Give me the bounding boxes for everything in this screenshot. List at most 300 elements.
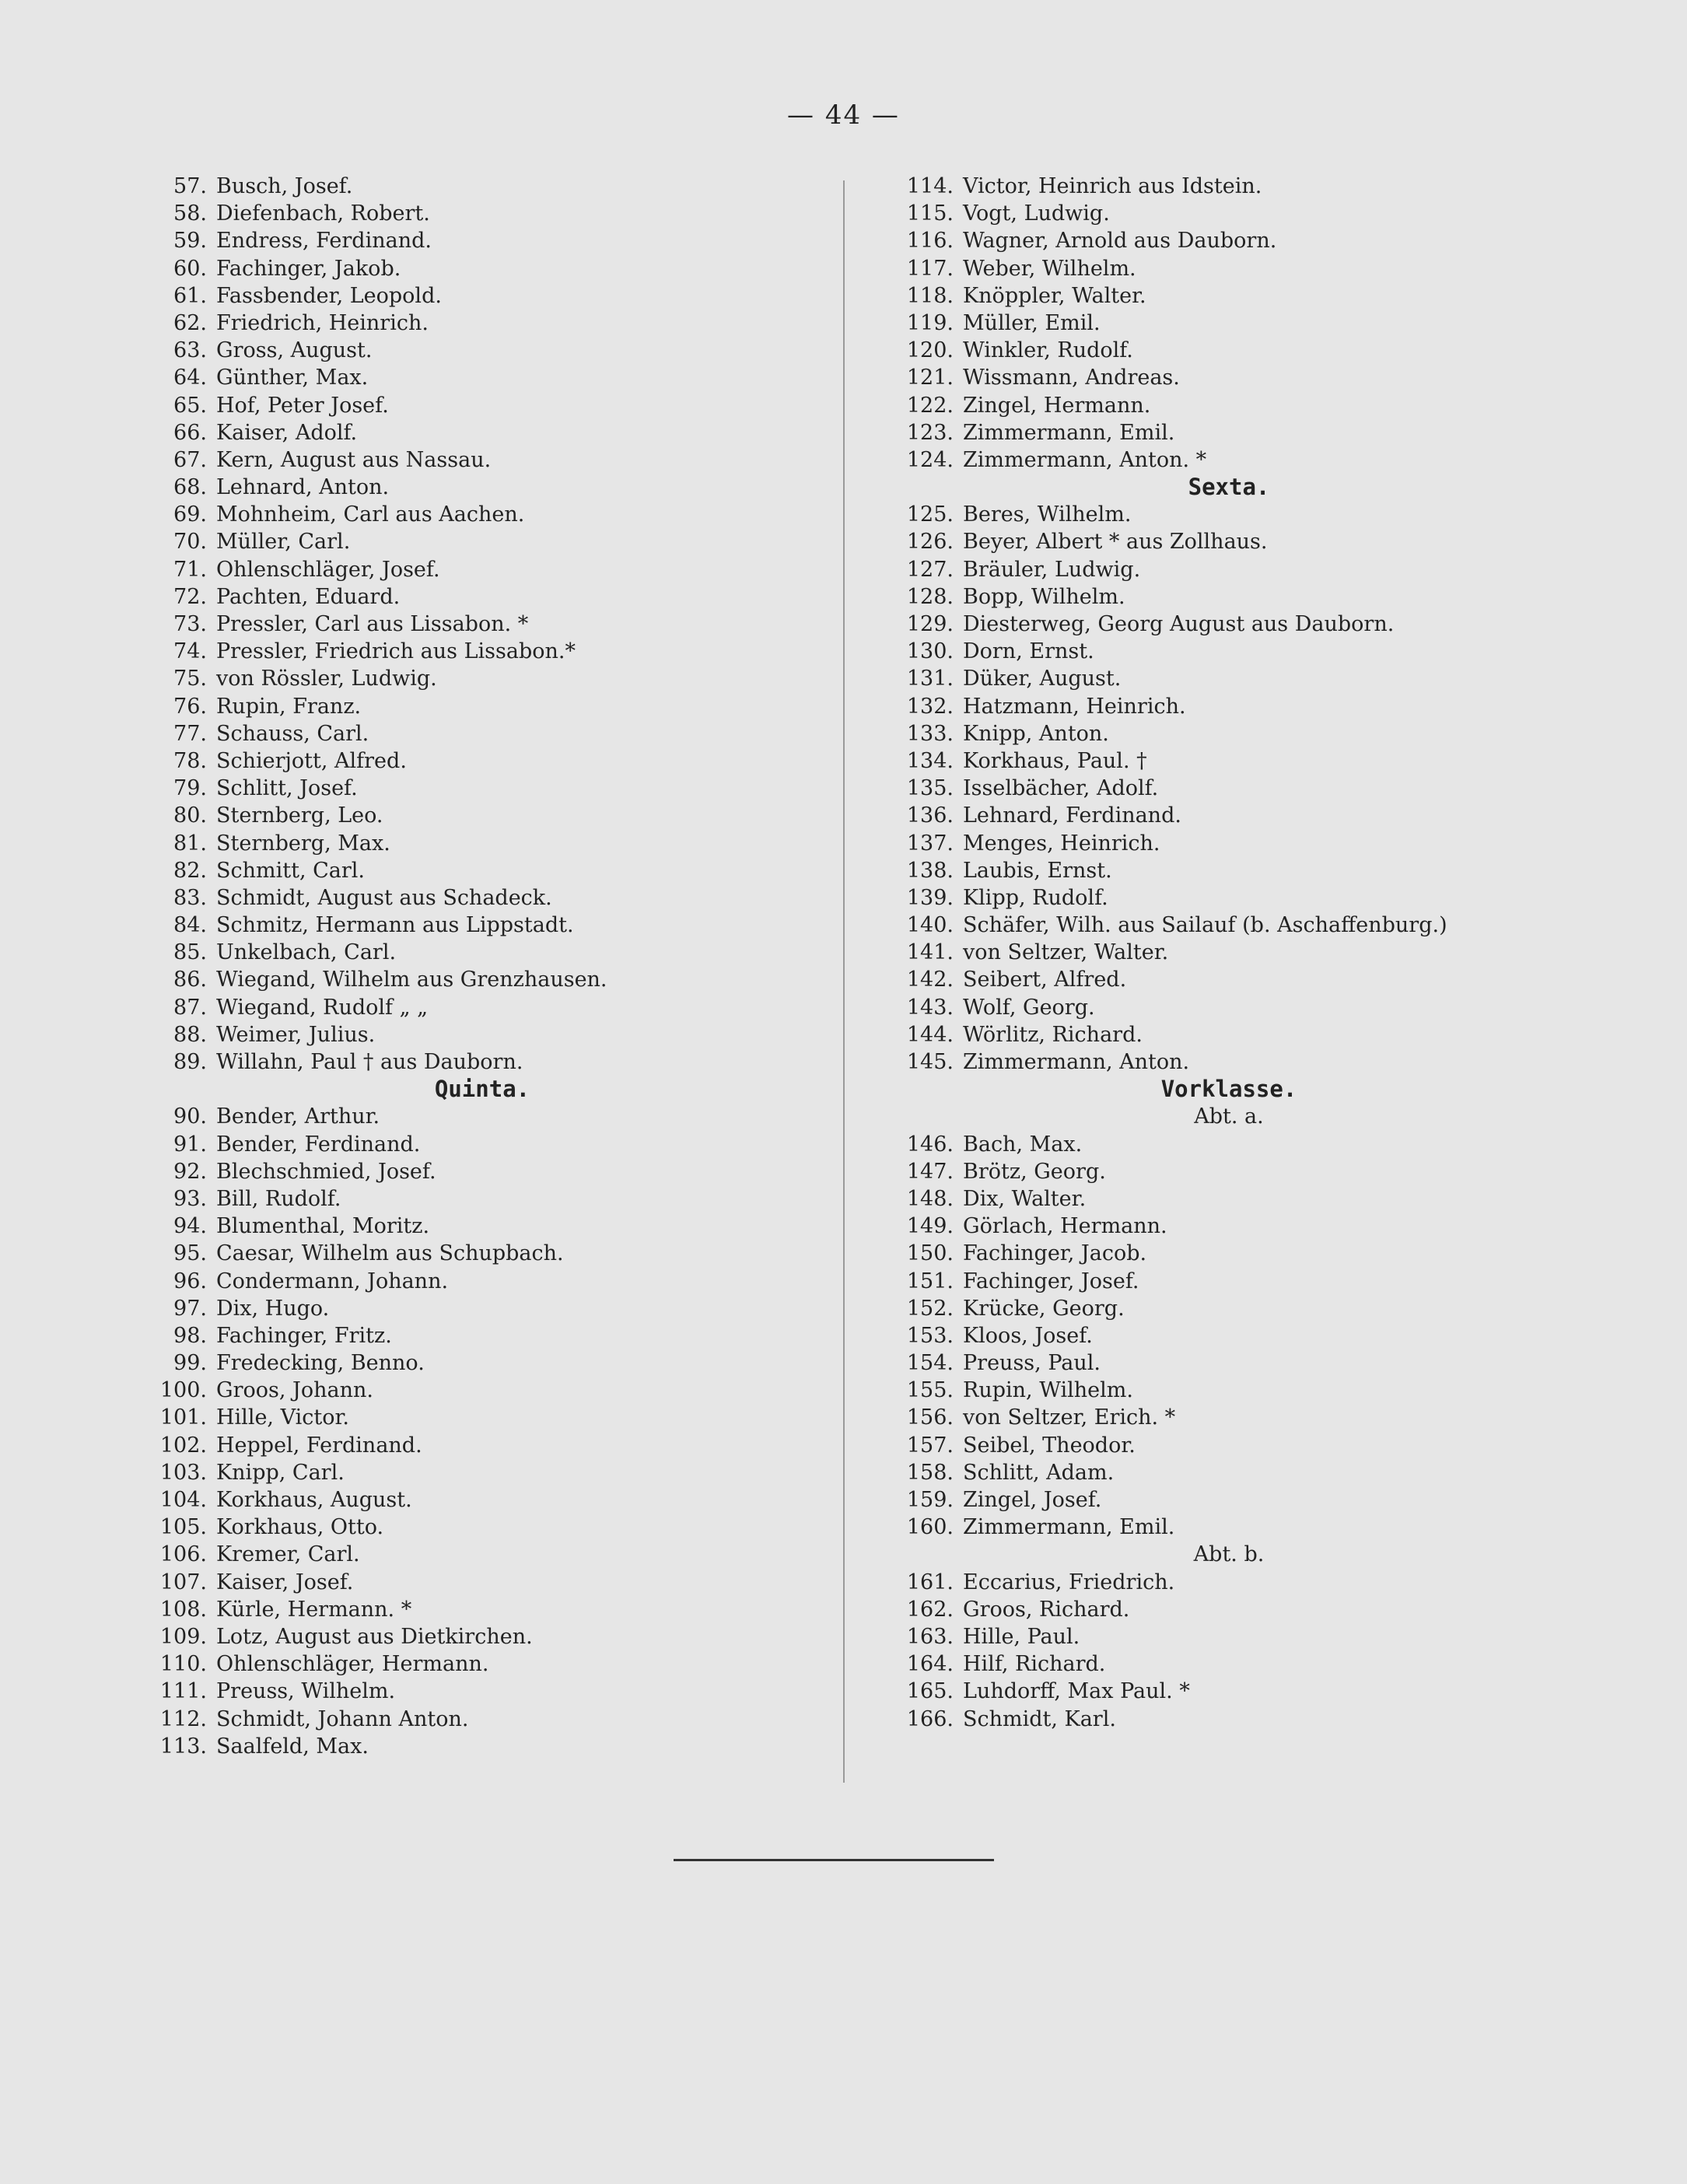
- list-item: [148, 227, 832, 254]
- list-item-name: Korkhaus, August.: [216, 1488, 412, 1512]
- list-item-name: Dorn, Ernst.: [963, 639, 1094, 664]
- list-item: [148, 1048, 832, 1076]
- left-column: [148, 173, 832, 1760]
- list-item-name: Korkhaus, Otto.: [216, 1515, 384, 1540]
- list-item-name: Krücke, Georg.: [963, 1296, 1125, 1321]
- list-item-name: Pachten, Eduard.: [216, 584, 401, 609]
- list-item: [148, 1021, 832, 1048]
- list-item: [148, 364, 832, 391]
- list-item: [894, 556, 1594, 583]
- list-item: [148, 1569, 832, 1596]
- list-item-name: Dix, Walter.: [963, 1186, 1087, 1211]
- list-item-number: 141.: [906, 940, 954, 965]
- list-item-name: von Rössler, Ludwig.: [216, 667, 437, 691]
- list-item-number: 90.: [173, 1104, 207, 1129]
- list-item-number: 114.: [906, 174, 954, 198]
- list-item-name: Preuss, Wilhelm.: [216, 1679, 396, 1704]
- list-item: [894, 611, 1594, 638]
- list-item-number: 103.: [159, 1460, 207, 1485]
- list-item: [894, 1185, 1594, 1213]
- list-item-number: 126.: [906, 530, 954, 555]
- list-item-name: Zingel, Hermann.: [963, 393, 1151, 418]
- list-item: [148, 419, 832, 446]
- list-item: [148, 1322, 832, 1349]
- list-item-number: 111.: [159, 1679, 207, 1704]
- list-item-name: Müller, Carl.: [216, 530, 351, 555]
- list-item-number: 123.: [906, 420, 954, 445]
- list-item: [148, 1268, 832, 1295]
- list-item: [894, 1486, 1594, 1514]
- list-item: [894, 1706, 1594, 1733]
- list-item: [894, 1048, 1594, 1076]
- list-item-name: Schlitt, Josef.: [216, 776, 358, 801]
- list-item-number: 96.: [173, 1269, 207, 1293]
- list-item-name: Schierjott, Alfred.: [216, 748, 407, 773]
- list-item: [894, 1459, 1594, 1486]
- list-item: [894, 1322, 1594, 1349]
- list-item-name: Sternberg, Leo.: [216, 803, 383, 828]
- list-item-name: Fachinger, Josef.: [963, 1269, 1139, 1293]
- list-item: [148, 1459, 832, 1486]
- list-item-number: 93.: [173, 1186, 207, 1211]
- list-item-number: 135.: [906, 776, 954, 801]
- list-item-name: Wiegand, Wilhelm aus Grenzhausen.: [216, 968, 607, 992]
- list-item: [894, 638, 1594, 665]
- list-item-number: 137.: [906, 831, 954, 856]
- list-item-name: Düker, August.: [963, 667, 1122, 691]
- list-item-name: Ohlenschläger, Hermann.: [216, 1652, 489, 1677]
- list-item-name: Schmidt, August aus Schadeck.: [216, 885, 552, 910]
- list-item-name: Unkelbach, Carl.: [216, 940, 397, 965]
- list-item-name: Schmidt, Johann Anton.: [216, 1706, 469, 1731]
- list-item-name: Willahn, Paul † aus Dauborn.: [216, 1050, 523, 1074]
- list-item-name: Beres, Wilhelm.: [963, 502, 1132, 527]
- list-item-name: Diefenbach, Robert.: [216, 201, 430, 226]
- list-item: [894, 1131, 1594, 1158]
- list-item-name: Bender, Ferdinand.: [216, 1132, 421, 1157]
- list-item: [894, 720, 1594, 747]
- list-item: [148, 802, 832, 829]
- list-item: [148, 994, 832, 1021]
- list-item: [894, 1349, 1594, 1377]
- list-item-number: 91.: [173, 1132, 207, 1157]
- list-item: [894, 1569, 1594, 1596]
- list-item-number: 121.: [906, 366, 954, 390]
- list-item: [148, 1377, 832, 1404]
- list-item-number: 92.: [173, 1159, 207, 1184]
- list-item-number: 61.: [173, 283, 207, 308]
- list-item-number: 101.: [159, 1405, 207, 1430]
- list-item-number: 129.: [906, 612, 954, 636]
- list-item-number: 87.: [173, 995, 207, 1020]
- list-item-name: Hof, Peter Josef.: [216, 393, 389, 418]
- list-item-number: 115.: [906, 201, 954, 226]
- list-item-number: 117.: [906, 256, 954, 281]
- list-item-name: Isselbächer, Adolf.: [963, 776, 1159, 801]
- list-item-name: Bender, Arthur.: [216, 1104, 380, 1129]
- list-item-number: 95.: [173, 1241, 207, 1266]
- list-item-name: von Seltzer, Walter.: [963, 940, 1169, 965]
- list-item-number: 106.: [159, 1542, 207, 1567]
- list-item-number: 154.: [906, 1351, 954, 1376]
- list-item: [148, 337, 832, 364]
- bottom-rule: [674, 1859, 994, 1861]
- list-item-number: 159.: [906, 1488, 954, 1512]
- list-item-number: 99.: [173, 1351, 207, 1376]
- list-item: [148, 1514, 832, 1541]
- list-item-name: Zimmermann, Emil.: [963, 1515, 1175, 1540]
- list-item-name: Mohnheim, Carl aus Aachen.: [216, 502, 525, 527]
- list-item-number: 110.: [159, 1652, 207, 1677]
- list-item-name: Schlitt, Adam.: [963, 1460, 1115, 1485]
- list-item: [894, 1404, 1594, 1431]
- list-item-number: 125.: [906, 502, 954, 527]
- list-item-name: Groos, Johann.: [216, 1378, 373, 1403]
- list-item-number: 94.: [173, 1214, 207, 1239]
- list-item-number: 80.: [173, 803, 207, 828]
- list-item-name: Zimmermann, Anton. *: [963, 447, 1207, 472]
- list-item: [894, 392, 1594, 419]
- list-item-number: 83.: [173, 885, 207, 910]
- list-item-name: Vogt, Ludwig.: [963, 201, 1110, 226]
- list-item-number: 77.: [173, 721, 207, 746]
- list-item-number: 149.: [906, 1214, 954, 1239]
- list-item-number: 143.: [906, 995, 954, 1020]
- page-number: — 44 —: [787, 100, 900, 131]
- list-item-number: 86.: [173, 968, 207, 992]
- list-item: [894, 665, 1594, 692]
- list-item-name: Schauss, Carl.: [216, 721, 369, 746]
- list-item-number: 63.: [173, 338, 207, 363]
- list-item-number: 104.: [159, 1488, 207, 1512]
- list-item-number: 118.: [906, 283, 954, 308]
- list-item-number: 57.: [173, 174, 207, 198]
- list-item: [148, 1240, 832, 1267]
- list-item-name: Fachinger, Jacob.: [963, 1241, 1147, 1266]
- list-item: [148, 501, 832, 528]
- list-item-number: 166.: [906, 1706, 954, 1731]
- list-item: [148, 1541, 832, 1568]
- list-item: [894, 501, 1594, 528]
- list-item-number: 68.: [173, 475, 207, 500]
- list-item: [148, 1404, 832, 1431]
- list-item-name: Winkler, Rudolf.: [963, 338, 1133, 363]
- list-item: [894, 1021, 1594, 1048]
- list-item-number: 78.: [173, 748, 207, 773]
- list-item-name: Bach, Max.: [963, 1132, 1083, 1157]
- list-item-name: Weimer, Julius.: [216, 1022, 376, 1047]
- list-item-number: 67.: [173, 447, 207, 472]
- list-item-name: Bopp, Wilhelm.: [963, 584, 1125, 609]
- list-item-number: 84.: [173, 913, 207, 938]
- list-item-number: 157.: [906, 1433, 954, 1458]
- list-item: [148, 747, 832, 775]
- list-item-name: Wagner, Arnold aus Dauborn.: [963, 229, 1277, 254]
- list-item-number: 76.: [173, 694, 207, 719]
- list-item-number: 156.: [906, 1405, 954, 1430]
- list-item: [148, 173, 832, 200]
- list-item: [894, 255, 1594, 282]
- list-item-number: 72.: [173, 584, 207, 609]
- list-item: [894, 939, 1594, 966]
- list-item-number: 89.: [173, 1050, 207, 1074]
- list-item-name: Günther, Max.: [216, 366, 369, 390]
- list-item-number: 107.: [159, 1570, 207, 1594]
- list-item-name: Laubis, Ernst.: [963, 858, 1112, 883]
- list-item: [148, 392, 832, 419]
- list-item: [894, 994, 1594, 1021]
- list-item-number: 164.: [906, 1652, 954, 1677]
- list-item-number: 100.: [159, 1378, 207, 1403]
- list-item-number: 140.: [906, 913, 954, 938]
- list-item-name: Luhdorff, Max Paul. *: [963, 1679, 1190, 1704]
- list-item-number: 132.: [906, 694, 954, 719]
- list-item-name: Hille, Paul.: [963, 1624, 1080, 1649]
- list-item-number: 71.: [173, 557, 207, 582]
- list-item: [894, 1240, 1594, 1267]
- list-item-number: 145.: [906, 1050, 954, 1074]
- list-item: [894, 583, 1594, 611]
- list-item-name: Wörlitz, Richard.: [963, 1022, 1143, 1047]
- list-item: [148, 1103, 832, 1130]
- section-heading: Quinta.: [434, 1076, 530, 1103]
- list-item-name: Knipp, Anton.: [963, 721, 1109, 746]
- list-item-name: Knipp, Carl.: [216, 1460, 345, 1485]
- list-item: [148, 966, 832, 993]
- list-item: [894, 1377, 1594, 1404]
- list-item: [148, 310, 832, 337]
- list-item-name: Lehnard, Anton.: [216, 475, 390, 500]
- list-item: [148, 912, 832, 939]
- list-item: [148, 1158, 832, 1185]
- list-item-name: Schäfer, Wilh. aus Sailauf (b. Aschaffenburg.): [963, 913, 1447, 938]
- list-item-number: 152.: [906, 1296, 954, 1321]
- list-item-number: 144.: [906, 1022, 954, 1047]
- list-item-number: 59.: [173, 229, 207, 254]
- list-item: [148, 665, 832, 692]
- list-item-name: Diesterweg, Georg August aus Dauborn.: [963, 612, 1395, 636]
- list-item-number: 69.: [173, 502, 207, 527]
- list-item: [894, 1514, 1594, 1541]
- list-item: [894, 775, 1594, 802]
- list-item-number: 127.: [906, 557, 954, 582]
- list-item: [148, 720, 832, 747]
- list-item: [148, 583, 832, 611]
- list-item: [894, 857, 1594, 884]
- list-item: [894, 227, 1594, 254]
- list-item: [148, 1623, 832, 1650]
- list-item-name: Pressler, Friedrich aus Lissabon.*: [216, 639, 576, 664]
- list-item-number: 142.: [906, 968, 954, 992]
- list-item: [894, 1623, 1594, 1650]
- list-item-name: Victor, Heinrich aus Idstein.: [963, 174, 1262, 198]
- list-item: [148, 1596, 832, 1623]
- list-item: [148, 1432, 832, 1459]
- list-item: [148, 1349, 832, 1377]
- list-item: [148, 1650, 832, 1678]
- list-item-number: 138.: [906, 858, 954, 883]
- list-item-name: Klipp, Rudolf.: [963, 885, 1108, 910]
- list-item-name: Bräuler, Ludwig.: [963, 557, 1141, 582]
- right-column: [894, 173, 1594, 1733]
- list-item-name: Busch, Josef.: [216, 174, 353, 198]
- list-item-name: Knöppler, Walter.: [963, 283, 1146, 308]
- list-item-name: Kürle, Hermann. *: [216, 1597, 412, 1622]
- list-item-number: 148.: [906, 1186, 954, 1211]
- list-item: [894, 1678, 1594, 1705]
- list-item: [894, 1432, 1594, 1459]
- list-item-name: Kern, August aus Nassau.: [216, 447, 492, 472]
- list-item: [148, 939, 832, 966]
- list-item-name: Seibel, Theodor.: [963, 1433, 1136, 1458]
- list-item-number: 75.: [173, 667, 207, 691]
- list-item: [148, 1678, 832, 1705]
- list-item-name: Brötz, Georg.: [963, 1159, 1106, 1184]
- list-item-number: 70.: [173, 530, 207, 555]
- list-item-name: Hille, Victor.: [216, 1405, 350, 1430]
- list-item-number: 112.: [159, 1706, 207, 1731]
- list-item-number: 146.: [906, 1132, 954, 1157]
- column-divider: [843, 180, 845, 1783]
- list-item-name: Korkhaus, Paul. †: [963, 748, 1147, 773]
- list-item-name: Fredecking, Benno.: [216, 1351, 425, 1376]
- list-item: [148, 638, 832, 665]
- list-item: [148, 556, 832, 583]
- list-item-name: Hatzmann, Heinrich.: [963, 694, 1186, 719]
- list-item-number: 153.: [906, 1323, 954, 1348]
- list-item: [148, 775, 832, 802]
- list-item-number: 119.: [906, 310, 954, 335]
- list-item-number: 165.: [906, 1679, 954, 1704]
- list-item-number: 151.: [906, 1269, 954, 1293]
- list-item-number: 163.: [906, 1624, 954, 1649]
- list-item-name: Fassbender, Leopold.: [216, 283, 442, 308]
- list-item-name: Sternberg, Max.: [216, 831, 390, 856]
- list-item-number: 85.: [173, 940, 207, 965]
- list-item-name: Condermann, Johann.: [216, 1269, 449, 1293]
- list-item-name: Pressler, Carl aus Lissabon. *: [216, 612, 529, 636]
- list-item: [894, 1268, 1594, 1295]
- list-item-name: Preuss, Paul.: [963, 1351, 1101, 1376]
- list-item: [148, 474, 832, 501]
- list-item-name: Bill, Rudolf.: [216, 1186, 341, 1211]
- list-item: [148, 446, 832, 474]
- list-item: [894, 310, 1594, 337]
- list-item: [894, 912, 1594, 939]
- section-subheading: Abt. b.: [1193, 1542, 1265, 1567]
- list-item-number: 160.: [906, 1515, 954, 1540]
- section-subheading: Abt. a.: [1194, 1104, 1264, 1129]
- list-item: [148, 693, 832, 720]
- list-item-number: 65.: [173, 393, 207, 418]
- list-item-name: Wissmann, Andreas.: [963, 366, 1180, 390]
- list-item-name: Kaiser, Adolf.: [216, 420, 358, 445]
- list-item: [894, 966, 1594, 993]
- list-item-name: Friedrich, Heinrich.: [216, 310, 429, 335]
- list-item-number: 74.: [173, 639, 207, 664]
- list-item-number: 64.: [173, 366, 207, 390]
- list-item-name: Gross, August.: [216, 338, 373, 363]
- list-item-number: 79.: [173, 776, 207, 801]
- list-item-number: 155.: [906, 1378, 954, 1403]
- list-item-number: 161.: [906, 1570, 954, 1594]
- list-item-name: Caesar, Wilhelm aus Schupbach.: [216, 1241, 564, 1266]
- list-item-name: Kloos, Josef.: [963, 1323, 1093, 1348]
- list-item-name: Schmitt, Carl.: [216, 858, 365, 883]
- list-item-number: 130.: [906, 639, 954, 664]
- list-item-number: 162.: [906, 1597, 954, 1622]
- list-item-name: Lotz, August aus Dietkirchen.: [216, 1624, 533, 1649]
- list-item-name: Rupin, Franz.: [216, 694, 362, 719]
- list-item: [894, 884, 1594, 912]
- list-item-number: 66.: [173, 420, 207, 445]
- list-item: [894, 528, 1594, 555]
- list-item: [894, 1158, 1594, 1185]
- list-item-number: 62.: [173, 310, 207, 335]
- list-item: [894, 1650, 1594, 1678]
- list-item: [894, 1213, 1594, 1240]
- list-item-name: Schmidt, Karl.: [963, 1706, 1116, 1731]
- list-item-name: Fachinger, Fritz.: [216, 1323, 392, 1348]
- list-item-number: 150.: [906, 1241, 954, 1266]
- list-item: [148, 1486, 832, 1514]
- list-item-name: Heppel, Ferdinand.: [216, 1433, 422, 1458]
- list-item-name: Müller, Emil.: [963, 310, 1101, 335]
- list-item: [894, 337, 1594, 364]
- list-item-number: 116.: [906, 229, 954, 254]
- list-item-number: 120.: [906, 338, 954, 363]
- list-item-number: 58.: [173, 201, 207, 226]
- list-item-number: 108.: [159, 1597, 207, 1622]
- list-item-number: 128.: [906, 584, 954, 609]
- list-item-number: 82.: [173, 858, 207, 883]
- list-item-name: Wolf, Georg.: [963, 995, 1095, 1020]
- list-item: [148, 1131, 832, 1158]
- list-item-name: Eccarius, Friedrich.: [963, 1570, 1175, 1594]
- list-item: [894, 802, 1594, 829]
- list-item-name: Seibert, Alfred.: [963, 968, 1127, 992]
- list-item-number: 122.: [906, 393, 954, 418]
- list-item-number: 158.: [906, 1460, 954, 1485]
- list-item: [894, 200, 1594, 227]
- list-item-name: Ohlenschläger, Josef.: [216, 557, 440, 582]
- list-item: [148, 1185, 832, 1213]
- list-item-name: Blumenthal, Moritz.: [216, 1214, 430, 1239]
- list-item: [894, 1295, 1594, 1322]
- list-item-name: Beyer, Albert * aus Zollhaus.: [963, 530, 1268, 555]
- section-heading: Sexta.: [1188, 474, 1270, 501]
- list-item-name: Zimmermann, Emil.: [963, 420, 1175, 445]
- list-item-number: 88.: [173, 1022, 207, 1047]
- list-item-name: Schmitz, Hermann aus Lippstadt.: [216, 913, 574, 938]
- list-item-name: Görlach, Hermann.: [963, 1214, 1167, 1239]
- list-item-number: 124.: [906, 447, 954, 472]
- list-item-name: Zingel, Josef.: [963, 1488, 1102, 1512]
- list-item-number: 134.: [906, 748, 954, 773]
- list-item: [894, 830, 1594, 857]
- list-item-name: Weber, Wilhelm.: [963, 256, 1136, 281]
- list-item-name: Menges, Heinrich.: [963, 831, 1160, 856]
- list-item-number: 109.: [159, 1624, 207, 1649]
- list-item-number: 147.: [906, 1159, 954, 1184]
- list-item-number: 98.: [173, 1323, 207, 1348]
- list-item-number: 73.: [173, 612, 207, 636]
- list-item-number: 136.: [906, 803, 954, 828]
- list-item: [148, 1706, 832, 1733]
- list-item-name: Hilf, Richard.: [963, 1652, 1106, 1677]
- list-item: [148, 1733, 832, 1760]
- list-item-number: 60.: [173, 256, 207, 281]
